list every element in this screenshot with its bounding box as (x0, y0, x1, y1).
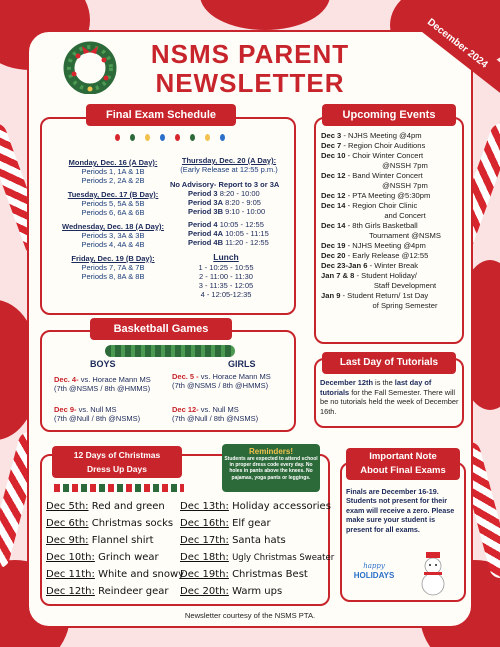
event-item: Dec 14 - 8th Girls Basketball (321, 221, 418, 230)
event-item-cont: Tournament @NSMS (369, 231, 441, 240)
event-item: Dec 14 - Region Choir Clinic (321, 201, 418, 210)
tutorials-text: December 12th is the last day of tutorials for the Fall Semester. There will be no tutorials held the week of December 16th. (320, 378, 459, 416)
dressup-item: Dec 10th: Grinch wear (46, 552, 159, 563)
dressup-item: Dec 5th: Red and green (46, 501, 165, 512)
dressup-item: Dec 11th: White and snowy (46, 569, 185, 580)
finals-wednesday: Wednesday, Dec. 18 (A Day): Periods 3, 3A & 3B Periods 4, 4A & 4B (62, 222, 164, 249)
boys-game-1: Dec. 4- vs. Horace Mann MS (7th @NSMS / 8th @HMMS) (54, 375, 151, 393)
event-item: Dec 12 - Band Winter Concert (321, 171, 423, 180)
tutorials-heading: Last Day of Tutorials (322, 352, 456, 374)
string-lights (110, 128, 230, 138)
finals-monday: Monday, Dec. 16 (A Day): Periods 1, 1A & 1B Periods 2, 2A & 2B (68, 158, 158, 185)
event-item: Dec 7 - Region Choir Auditions (321, 141, 426, 150)
event-item-cont: Staff Development (373, 281, 437, 290)
dressup-item: Dec 9th: Flannel shirt (46, 535, 154, 546)
girls-game-1: Dec. 5 - vs. Horace Mann MS (7th @NSMS / 8th @HMMS) (172, 372, 271, 390)
events-list (321, 131, 459, 311)
event-item: Dec 12 - PTA Meeting @5:30pm (321, 191, 431, 200)
event-item-cont: and Concert (384, 211, 426, 220)
dressup-item: Dec 18th: Ugly Christmas Sweater (180, 552, 335, 563)
reminders-title: Reminders! (248, 447, 293, 456)
wreath-icon (60, 38, 120, 94)
girls-label: GIRLS (228, 359, 256, 369)
events-heading: Upcoming Events (322, 104, 456, 126)
event-item: Dec 23-Jan 6 - Winter Break (321, 261, 419, 270)
dressup-item: Dec 12th: Reindeer gear (46, 586, 169, 597)
happy-holidays: happy HOLIDAYS (353, 562, 395, 580)
note-body: Finals are December 16-19. Students not present for their exam will receive a zero. Please make sure your student is present for all exams. (346, 487, 455, 534)
note-heading: Important Note About Final Exams (346, 448, 460, 480)
boys-game-2: Dec 9- vs. Null MS (7th @Null / 8th @NSMS) (54, 405, 141, 423)
event-item: Dec 3 - NJHS Meeting @4pm (321, 131, 422, 140)
finals-friday: Friday, Dec. 19 (B Day): Periods 7, 7A & 7B Periods 8, 8A & 8B (71, 254, 155, 281)
event-item-cont: @NSSH 7pm (382, 161, 428, 170)
finals-thursday: Thursday, Dec. 20 (A Day): (Early Release at 12:55 p.m.) (180, 156, 278, 174)
event-item-cont: @NSSH 7pm (382, 181, 428, 190)
basketball-heading: Basketball Games (90, 318, 232, 340)
event-item: Jan 9 - Student Return/ 1st Day (321, 291, 429, 300)
dressup-item: Dec 16th: Elf gear (180, 518, 271, 529)
page-title: NSMS PARENT NEWSLETTER (150, 39, 350, 98)
event-item: Dec 19 - NJHS Meeting @4pm (321, 241, 426, 250)
event-item-cont: of Spring Semester (372, 301, 438, 310)
dressup-item: Dec 6th: Christmas socks (46, 518, 174, 529)
event-item: Dec 10 - Choir Winter Concert (321, 151, 424, 160)
no-advisory: No Advisory- Report to 3 or 3A (170, 180, 280, 189)
boys-label: BOYS (90, 359, 116, 369)
girls-game-2: Dec 12- vs. Null MS (7th @Null / 8th @NSMS) (172, 405, 259, 423)
snowman-icon (416, 548, 450, 596)
stockings-decoration (54, 484, 184, 492)
footer: Newsletter courtesy of the NSMS PTA. (184, 611, 316, 620)
periods-b: Period 4 10:05 - 12:55 Period 4A 10:05 - 11:15 Period 4B 11:20 - 12:55 (188, 220, 269, 247)
dressup-heading: 12 Days of Christmas Dress Up Days (52, 446, 182, 478)
date-ribbon: December 2024 (398, 0, 500, 93)
dressup-item: Dec 19th: Christmas Best (180, 569, 308, 580)
event-item: Dec 20 - Early Release @12:55 (321, 251, 429, 260)
garland-decoration (105, 345, 235, 357)
final-exam-heading: Final Exam Schedule (86, 104, 236, 126)
dressup-item: Dec 20th: Warm ups (180, 586, 283, 597)
dressup-item: Dec 13th: Holiday accessories (180, 501, 331, 512)
reminders-text: Students are expected to attend school in proper dress code every day. No holes in pants above the knees. No pajamas, yoga pants or leggings. (224, 456, 318, 481)
finals-tuesday: Tuesday, Dec. 17 (B Day): Periods 5, 5A & 5B Periods 6, 6A & 6B (67, 190, 159, 217)
periods-a: Period 3 8:20 - 10:00 Period 3A 8:20 - 9:05 Period 3B 9:10 - 10:00 (188, 189, 266, 216)
dressup-item: Dec 17th: Santa hats (180, 535, 286, 546)
event-item: Jan 7 & 8 - Student Holiday/ (321, 271, 417, 280)
lunch-schedule: Lunch 1 - 10:25 - 10:55 2 - 11:00 - 11:30 3 - 11:35 - 12:05 4 - 12:05-12:35 (198, 252, 254, 299)
